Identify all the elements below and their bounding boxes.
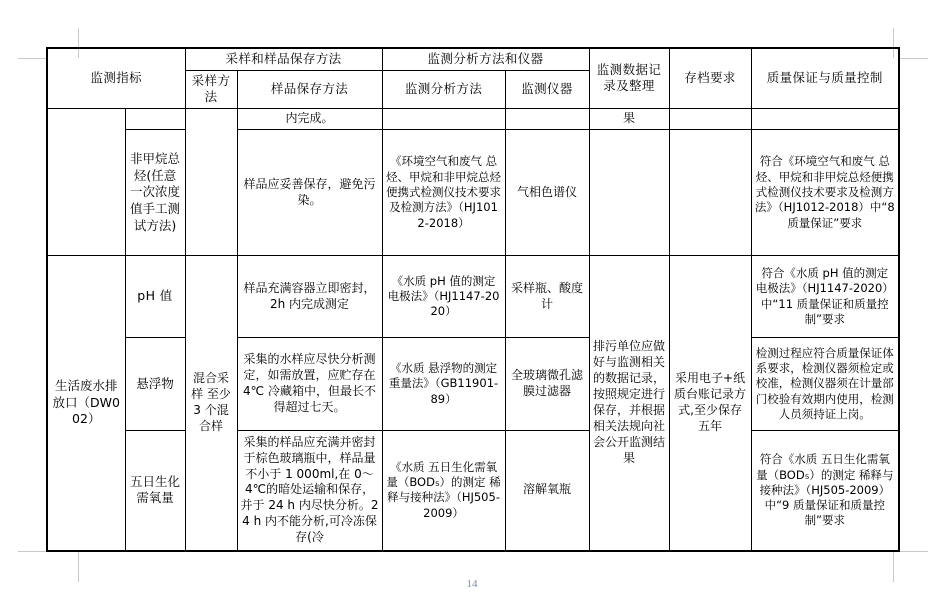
crop-mark-bottom-right-horizontal <box>898 551 928 552</box>
page-number: 14 <box>466 578 478 590</box>
header-sample-preservation: 样品保存方法 <box>237 70 382 108</box>
cell-data-record: 排污单位应做好与监测相关的数据记录，按照规定进行保存，并根据相关法规向社会公开监测结果 <box>589 255 669 551</box>
cell-archive-carryover <box>669 108 751 130</box>
header-archive-requirement: 存档要求 <box>669 48 751 108</box>
cell-analysis-method-carryover <box>382 108 505 130</box>
table-row <box>47 338 899 431</box>
crop-mark-top-left-horizontal <box>18 58 48 59</box>
cell-qa-qc: 符合《环境空气和废气 总烃、甲烷和非甲烷总烃便携式检测仪技术要求及检测方法》（HJ1012-2018）中“8 质量保证”要求 <box>751 130 899 256</box>
header-analysis-method: 监测分析方法 <box>382 70 505 108</box>
header-row-1 <box>47 48 899 70</box>
cell-analysis-method: 《水质 悬浮物的测定 重量法》（GB11901-89） <box>382 338 505 431</box>
cell-sampling-method: 混合采样 至少 3 个混合样 <box>185 255 237 551</box>
cell-indicator: 五日生化需氧量 <box>125 430 185 551</box>
table-body <box>47 108 899 551</box>
cell-instrument: 溶解氧瓶 <box>505 430 589 551</box>
table-row <box>47 430 899 551</box>
monitoring-plan-table <box>46 47 900 552</box>
cell-qa-qc-carryover <box>751 108 899 130</box>
cell-preservation: 采集的样品应充满并密封于棕色玻璃瓶中，样品量不小于 1 000ml,在 0～4℃的暗处运输和保存，并于 24 h 内尽快分析。24 h 内不能分析,可冷冻保存(冷 <box>237 430 382 551</box>
header-monitoring-indicator: 监测指标 <box>47 48 185 108</box>
cell-indicator: 非甲烷总烃(任意一次浓度值手工测试方法) <box>125 130 185 256</box>
cell-preservation-carryover: 内完成。 <box>237 108 382 130</box>
header-group-sampling-preservation: 采样和样品保存方法 <box>185 48 382 70</box>
table-row-carryover <box>47 108 899 130</box>
table-row <box>47 130 899 256</box>
cell-instrument: 采样瓶、酸度计 <box>505 255 589 337</box>
header-monitoring-instrument: 监测仪器 <box>505 70 589 108</box>
header-qa-qc: 质量保证与质量控制 <box>751 48 899 108</box>
cell-indicator: 悬浮物 <box>125 338 185 431</box>
header-data-record: 监测数据记录及整理 <box>589 48 669 108</box>
cell-preservation: 样品充满容器立即密封，2h 内完成测定 <box>237 255 382 337</box>
page-content <box>46 47 898 552</box>
cell-instrument: 气相色谱仪 <box>505 130 589 256</box>
cell-instrument-carryover <box>505 108 589 130</box>
table-row <box>47 255 899 337</box>
header-sampling-method: 采样方法 <box>185 70 237 108</box>
cell-sampling-method-carryover <box>185 108 237 255</box>
cell-indicator-carryover <box>125 108 185 130</box>
crop-mark-top-right-horizontal <box>898 58 928 59</box>
cell-analysis-method: 《水质 pH 值的测定 电极法》（HJ1147-2020） <box>382 255 505 337</box>
table-header <box>47 48 899 108</box>
cell-analysis-method: 《水质 五日生化需氧量（BOD₅）的测定 稀释与接种法》（HJ505-2009） <box>382 430 505 551</box>
cell-data-record <box>589 130 669 256</box>
cell-data-record-carryover: 果 <box>589 108 669 130</box>
cell-outlet: 生活废水排放口（DW002） <box>47 255 125 551</box>
cell-qa-qc: 符合《水质 五日生化需氧量（BOD₅）的测定 稀释与接种法》（HJ505-2009）中“9 质量保证和质量控制”要求 <box>751 430 899 551</box>
cell-indicator: pH 值 <box>125 255 185 337</box>
cell-archive: 采用电子+纸质台账记录方式,至少保存五年 <box>669 255 751 551</box>
cell-preservation: 采集的水样应尽快分析测定，如需放置，应贮存在 4℃ 冷藏箱中，但最长不得超过七天。 <box>237 338 382 431</box>
cell-qa-qc: 符合《水质 pH 值的测定 电极法》（HJ1147-2020）中“11 质量保证和质量控制”要求 <box>751 255 899 337</box>
cell-analysis-method: 《环境空气和废气 总烃、甲烷和非甲烷总烃便携式检测仪技术要求及检测方法》（HJ1012-2018） <box>382 130 505 256</box>
cell-outlet-carryover <box>47 108 125 255</box>
cell-instrument: 全玻璃微孔滤膜过滤器 <box>505 338 589 431</box>
cell-qa-qc: 检测过程应符合质量保证体系要求，检测仪器须检定或校准，检测仪器须在计量部门校验有效期内使用，检测人员须持证上岗。 <box>751 338 899 431</box>
cell-archive <box>669 130 751 256</box>
crop-mark-bottom-left-horizontal <box>18 551 48 552</box>
cell-preservation: 样品应妥善保存，避免污染。 <box>237 130 382 256</box>
header-group-analysis-instrument: 监测分析方法和仪器 <box>382 48 589 70</box>
